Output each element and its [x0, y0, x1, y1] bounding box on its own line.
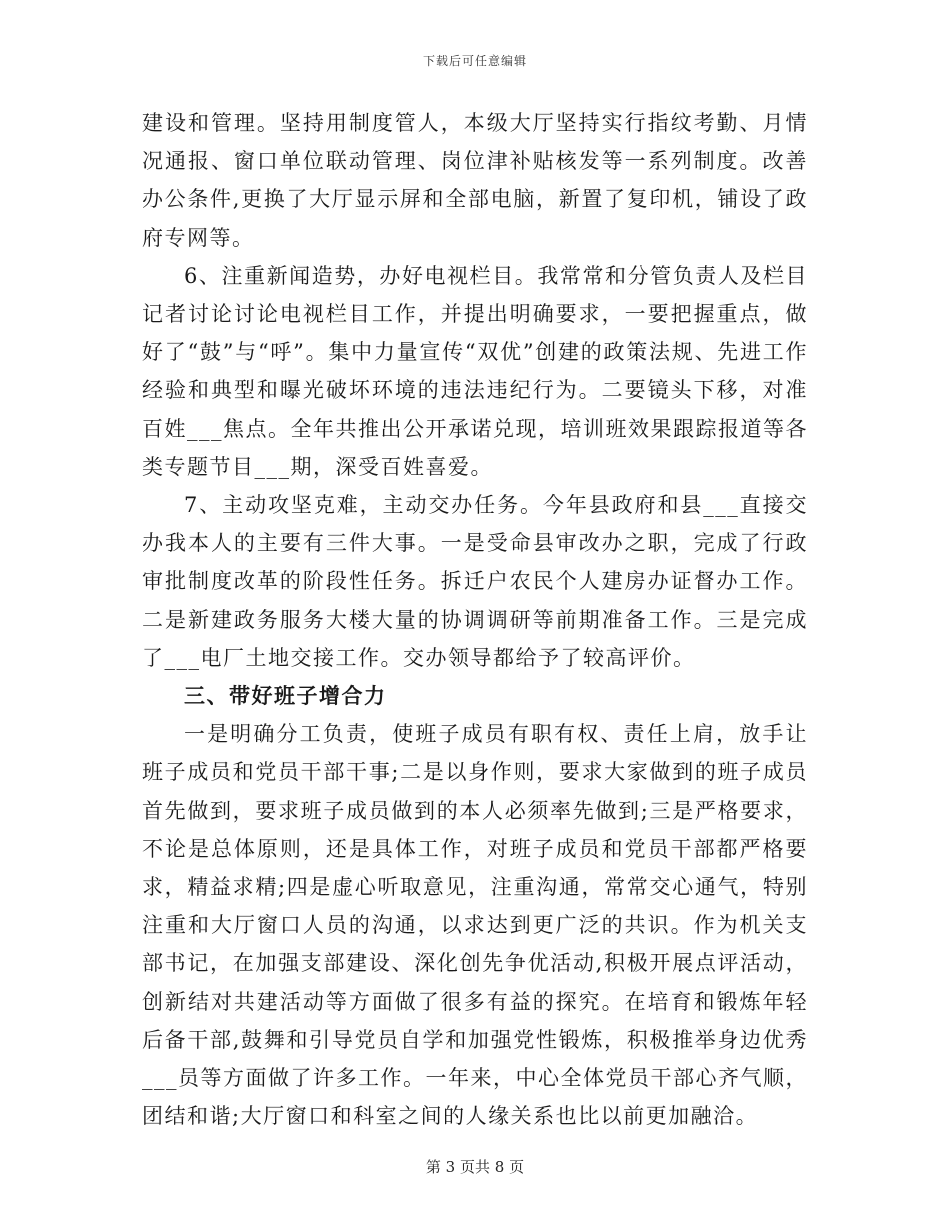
section-heading: 三、带好班子增合力: [184, 683, 387, 709]
paragraph-4: 一是明确分工负责，使班子成员有职有权、责任上肩，放手让班子成员和党员干部干事;二是以身作则，要求大家做到的班子成员首先做到，要求班子成员做到的本人必须率先做到;三是严格要求，不论是总体原则，还是具体工作，对班子成员和党员干部都严格要求，精益求精;四是虚心听取意见，注重沟通，常常交心通气，特别注重和大厅窗口人员的沟通，以求达到更广泛的共识。作为机关支部书记，在加强支部建设、深化创先争优活动,积极开展点评活动，创新结对共建活动等方面做了很多有益的探究。在培育和锻炼年轻后备干部,鼓舞和引导党员自学和加强党性锻炼，积极推举身边优秀___员等方面做了许多工作。一年来，中心全体党员干部心齐气顺，团结和谐;大厅窗口和科室之间的人缘关系也比以前更加融洽。: [142, 722, 808, 1129]
page-footer: 第 3 页共 8 页: [425, 1158, 525, 1176]
page-body: [142, 104, 808, 1135]
paragraph-2: 6、注重新闻造势，办好电视栏目。我常常和分管负责人及栏目记者讨论讨论电视栏目工作，并提出明确要求，一要把握重点，做好了“鼓”与“呼”。集中力量宣传“双优”创建的政策法规、先进工作经验和典型和曝光破坏环境的违法违纪行为。二要镜头下移，对准百姓___焦点。全年共推出公开承诺兑现，培训班效果跟踪报道等各类专题节目___期，深受百姓喜爱。: [142, 263, 808, 479]
paragraph-3: 7、主动攻坚克难，主动交办任务。今年县政府和县___直接交办我本人的主要有三件大事。一是受命县审改办之职，完成了行政审批制度改革的阶段性任务。拆迁户农民个人建房办证督办工作。二是新建政务服务大楼大量的协调调研等前期准备工作。三是完成了___电厂土地交接工作。交办领导都给予了较高评价。: [142, 493, 808, 670]
paragraph-1: 建设和管理。坚持用制度管人，本级大厅坚持实行指纹考勤、月情况通报、窗口单位联动管理、岗位津补贴核发等一系列制度。改善办公条件,更换了大厅显示屏和全部电脑，新置了复印机，铺设了政府专网等。: [142, 111, 808, 250]
page-header: 下载后可任意编辑: [422, 54, 527, 68]
